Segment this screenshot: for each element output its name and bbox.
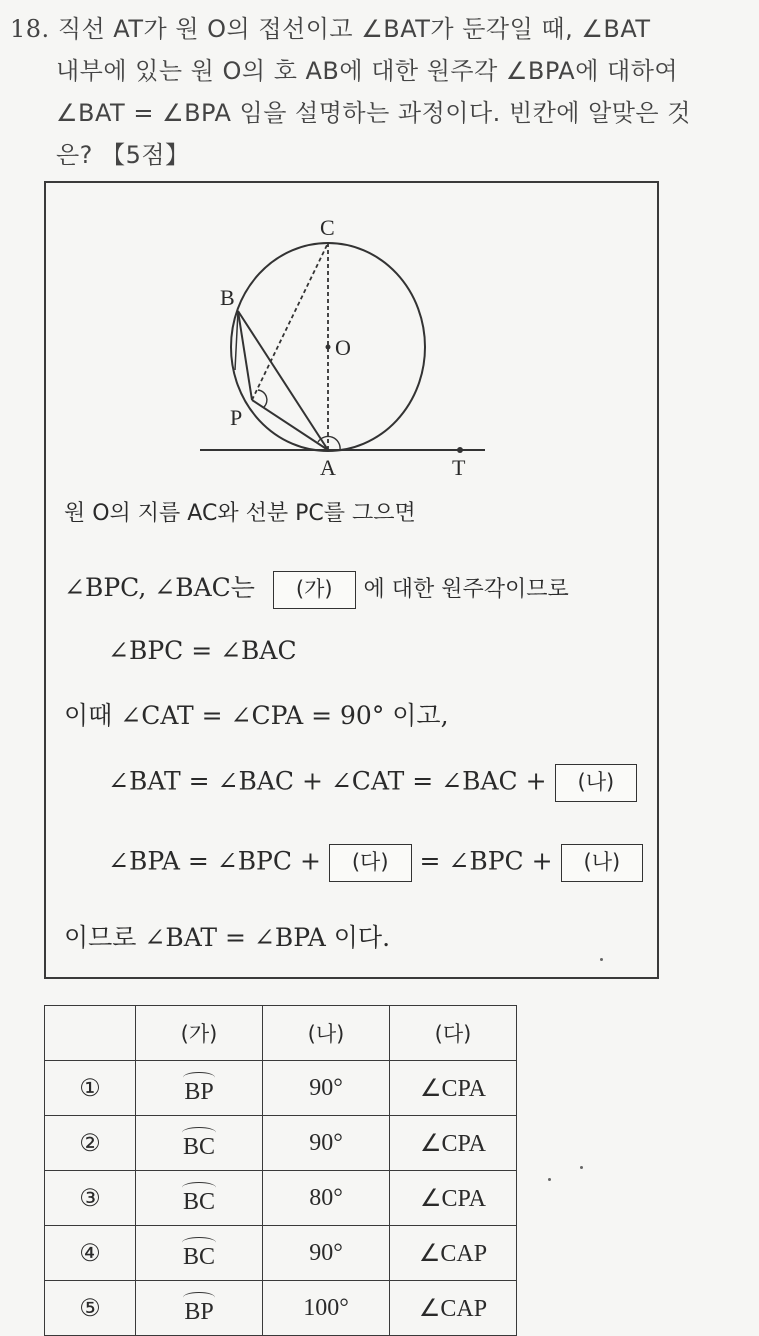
question-line-2: 내부에 있는 원 O의 호 AB에 대한 원주각 ∠BPA에 대하여 <box>56 57 679 85</box>
choice-row-2[interactable] <box>45 1116 517 1171</box>
choice-ga <box>136 1116 263 1171</box>
proof-line-5-mid: = ∠BPC + <box>419 846 553 876</box>
proof-line-6: 이므로 ∠BAT = ∠BPA 이다. <box>64 923 391 952</box>
scan-speck <box>600 958 603 961</box>
choice-na: 90° <box>263 1061 390 1116</box>
choice-number[interactable]: ④ <box>45 1226 136 1281</box>
header-empty <box>45 1006 136 1061</box>
question-text <box>10 8 750 176</box>
point-t <box>457 447 463 453</box>
proof-line-1-left: ∠BPC, ∠BAC는 <box>64 573 255 602</box>
choice-da: ∠CPA <box>390 1171 517 1226</box>
choice-ga <box>136 1061 263 1116</box>
blank-da: (다) <box>329 844 412 882</box>
question-line-4 <box>10 134 750 176</box>
label-p: P <box>230 405 243 430</box>
label-c: C <box>320 215 335 240</box>
header-na: (나) <box>263 1006 390 1061</box>
proof-line-5-left: ∠BPA = ∠BPC + <box>108 846 321 876</box>
circle-diagram <box>200 210 500 490</box>
arc-symbol: BP <box>184 1291 213 1326</box>
question-number: 18. <box>10 15 50 43</box>
blank-ga: (가) <box>273 571 356 609</box>
arc-symbol: BP <box>184 1071 213 1106</box>
choice-na: 90° <box>263 1116 390 1171</box>
choice-ga <box>136 1281 263 1336</box>
choice-na: 100° <box>263 1281 390 1336</box>
arc-symbol: BC <box>183 1126 215 1161</box>
blank-na-1: (나) <box>555 764 638 802</box>
header-ga: (가) <box>136 1006 263 1061</box>
choice-da: ∠CAP <box>390 1226 517 1281</box>
proof-line-4-left: ∠BAT = ∠BAC + ∠CAT = ∠BAC + <box>108 766 547 796</box>
choice-number[interactable]: ⑤ <box>45 1281 136 1336</box>
choice-da: ∠CPA <box>390 1116 517 1171</box>
proof-line-2: ∠BPC = ∠BAC <box>108 636 297 665</box>
choice-row-4[interactable] <box>45 1226 517 1281</box>
segment-b-arc <box>235 311 238 370</box>
question-line-3: ∠BAT = ∠BPA 임을 설명하는 과정이다. 빈칸에 알맞은 것 <box>56 99 691 127</box>
angle-mark-a <box>318 436 340 450</box>
question-line-1-text: 직선 AT가 원 O의 접선이고 ∠BAT가 둔각일 때, ∠BAT <box>57 15 651 43</box>
arc-symbol: BC <box>183 1236 215 1271</box>
choice-na: 90° <box>263 1226 390 1281</box>
blank-na-2: (나) <box>561 844 644 882</box>
choice-na: 80° <box>263 1171 390 1226</box>
choice-da: ∠CPA <box>390 1061 517 1116</box>
choices-table <box>44 1005 517 1336</box>
header-da: (다) <box>390 1006 517 1061</box>
choice-row-5[interactable] <box>45 1281 517 1336</box>
proof-line-3: 이때 ∠CAT = ∠CPA = 90° 이고, <box>64 701 449 730</box>
choice-ga <box>136 1226 263 1281</box>
segment-pc <box>252 243 328 400</box>
circle-figure <box>200 210 500 490</box>
choices-header-row <box>45 1006 517 1061</box>
choice-number[interactable]: ① <box>45 1061 136 1116</box>
question-line-4-text: 은? <box>56 141 93 169</box>
label-t: T <box>452 455 466 480</box>
segment-bp <box>238 311 252 400</box>
choice-number[interactable]: ② <box>45 1116 136 1171</box>
question-line-1 <box>10 8 750 50</box>
scan-speck <box>548 1178 551 1181</box>
points-label: 【5점】 <box>101 141 190 169</box>
choice-ga <box>136 1171 263 1226</box>
proof-intro: 원 O의 지름 AC와 선분 PC를 그으면 <box>64 501 416 526</box>
choice-row-3[interactable] <box>45 1171 517 1226</box>
label-o: O <box>335 335 351 360</box>
proof-line-5 <box>108 844 643 882</box>
point-o <box>326 345 331 350</box>
proof-line-4 <box>108 764 637 802</box>
choice-number[interactable]: ③ <box>45 1171 136 1226</box>
segment-ba <box>238 311 328 450</box>
label-a: A <box>320 455 336 480</box>
label-b: B <box>220 285 235 310</box>
scan-speck <box>580 1166 583 1169</box>
choice-row-1[interactable] <box>45 1061 517 1116</box>
proof-line-1 <box>64 568 569 609</box>
choice-da: ∠CAP <box>390 1281 517 1336</box>
arc-symbol: BC <box>183 1181 215 1216</box>
proof-line-1-right: 에 대한 원주각이므로 <box>363 577 569 602</box>
